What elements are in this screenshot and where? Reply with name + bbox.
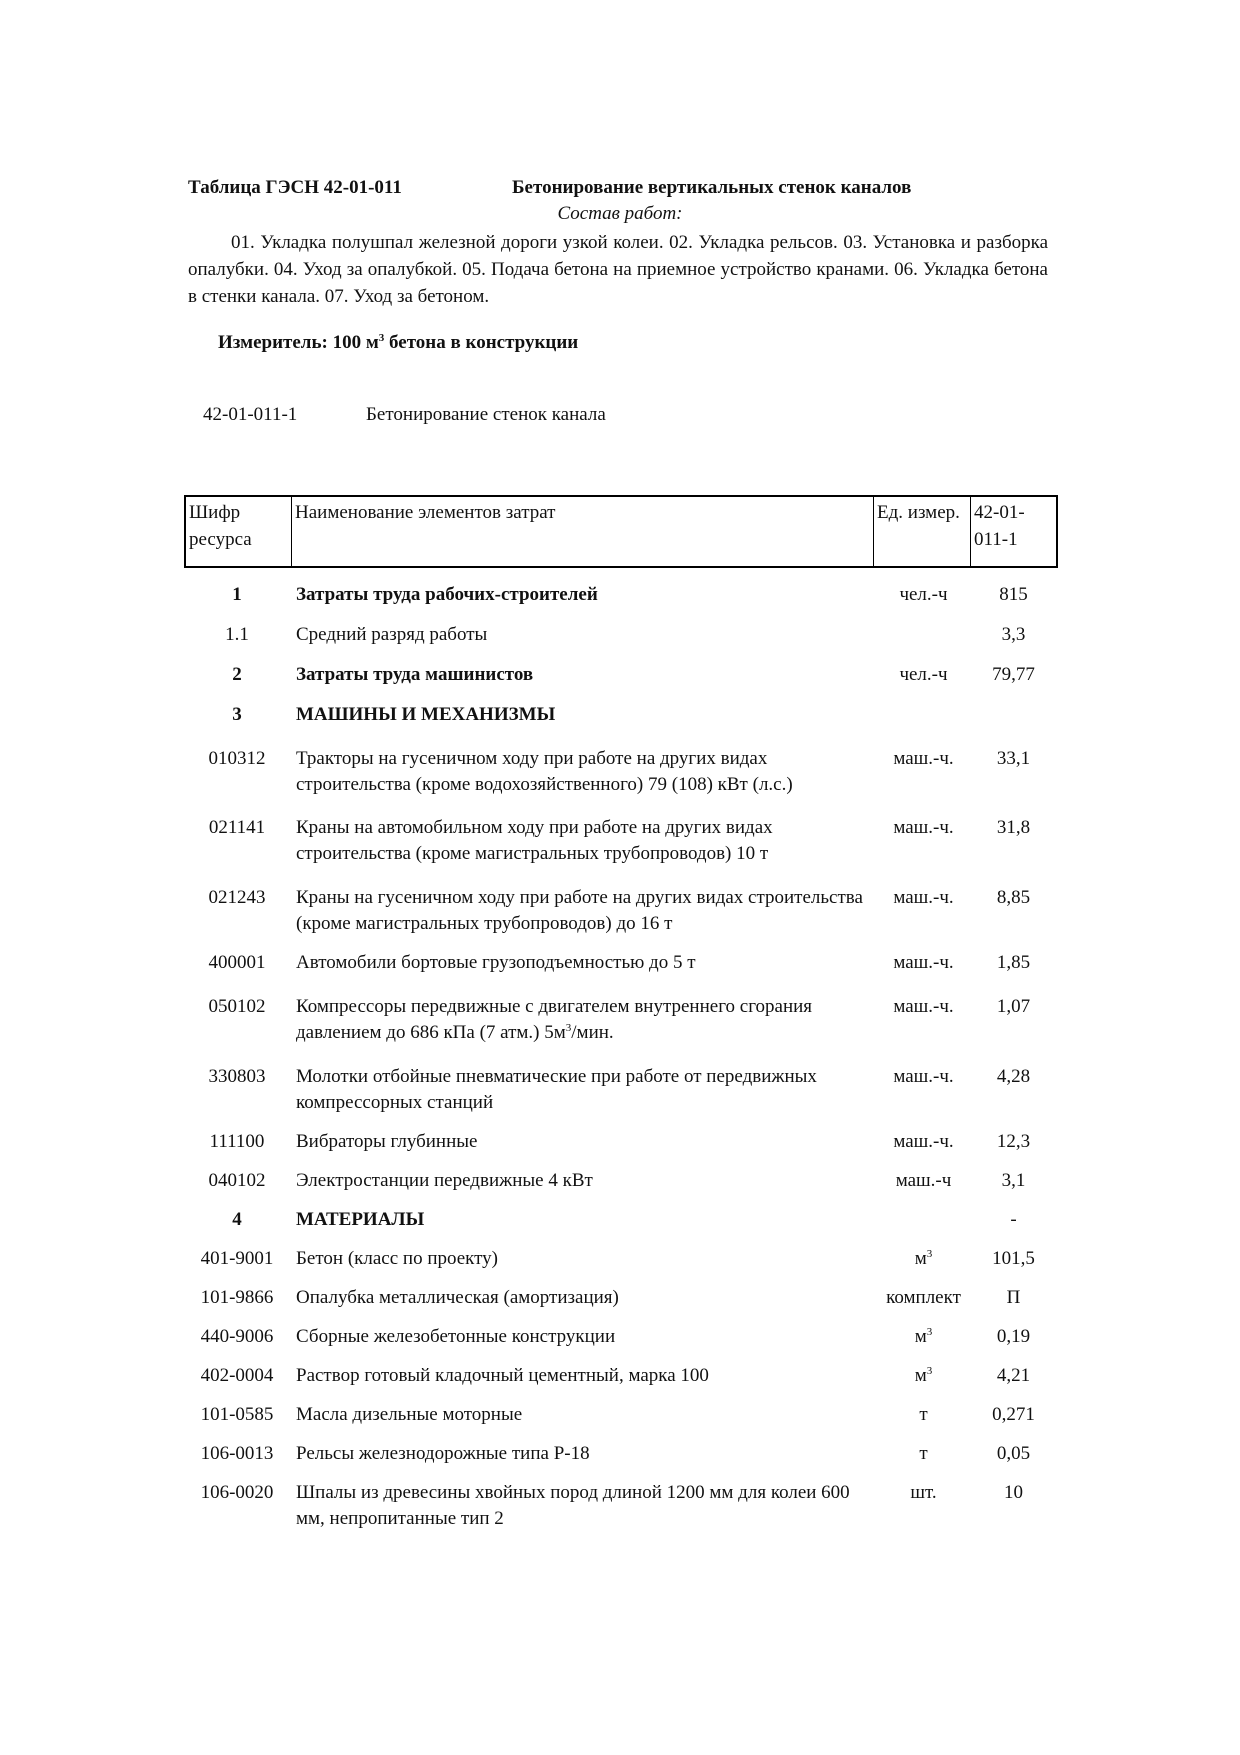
unit-cell xyxy=(878,815,969,841)
norm-value: 3,3 xyxy=(1001,624,1026,645)
resource-code: 440-9006 xyxy=(200,1326,274,1347)
table-row xyxy=(184,1467,1058,1532)
unit-superscript: 3 xyxy=(926,1248,933,1260)
table-header xyxy=(184,495,1058,568)
resource-name xyxy=(290,662,878,688)
unit-text: маш.-ч. xyxy=(893,1066,954,1087)
header-value: 42-01-011-1 xyxy=(974,502,1025,550)
norm-value: 0,05 xyxy=(996,1443,1031,1464)
unit-cell xyxy=(878,1129,969,1155)
unit-text: маш.-ч. xyxy=(893,996,954,1017)
unit-text: т xyxy=(919,1404,928,1425)
resource-name-suffix: /мин. xyxy=(571,1022,614,1043)
norm-value: 10 xyxy=(1004,1482,1023,1503)
unit-cell xyxy=(878,1441,969,1467)
resource-table-body xyxy=(184,568,1058,1532)
resource-code: 4 xyxy=(232,1209,242,1230)
resource-name xyxy=(290,1480,878,1532)
norm-value: - xyxy=(1010,1209,1017,1230)
table-row xyxy=(184,798,1058,867)
resource-name-text: Тракторы на гусеничном ходу при работе на других видах строительства (кроме водохозяйственного) 79 (108) кВт (л.с.) xyxy=(296,748,793,795)
norm-value: 4,21 xyxy=(996,1365,1031,1386)
unit-text: маш.-ч. xyxy=(893,887,954,908)
table-row xyxy=(184,1272,1058,1311)
resource-name-text: Шпалы из древесины хвойных пород длиной 1200 мм для колеи 600 мм, непропитанные тип 2 xyxy=(296,1482,850,1529)
norm-code: 42-01-011-1 xyxy=(203,404,298,425)
work-composition-title: Состав работ: xyxy=(557,203,683,224)
resource-name xyxy=(290,815,878,867)
norm-value: 0,19 xyxy=(996,1326,1031,1347)
resource-name-text: Средний разряд работы xyxy=(296,624,488,645)
table-row xyxy=(184,608,1058,648)
resource-name xyxy=(290,994,878,1046)
resource-code: 021141 xyxy=(208,817,266,838)
resource-name-text: Краны на гусеничном ходу при работе на других видах строительства (кроме магистральных трубопроводов) до 16 т xyxy=(296,887,863,934)
table-row xyxy=(184,568,1058,608)
resource-code: 111100 xyxy=(209,1131,265,1152)
unit-text: маш.-ч. xyxy=(893,817,954,838)
table-row xyxy=(184,867,1058,937)
resource-code: 3 xyxy=(232,704,242,725)
resource-name-text: Рельсы железнодорожные типа Р-18 xyxy=(296,1443,590,1464)
table-row xyxy=(184,728,1058,798)
unit-cell xyxy=(878,1285,969,1311)
resource-code: 1.1 xyxy=(225,624,249,645)
resource-name-text: Бетон (класс по проекту) xyxy=(296,1248,499,1269)
unit-cell xyxy=(878,994,969,1020)
resource-name-text: Электростанции передвижные 4 кВт xyxy=(296,1170,593,1191)
resource-name-text: Затраты труда рабочих-строителей xyxy=(296,584,598,605)
resource-name-text: Автомобили бортовые грузоподъемностью до 5 т xyxy=(296,952,696,973)
norm-value: 815 xyxy=(999,584,1028,605)
unit-text: маш.-ч xyxy=(895,1170,952,1191)
table-row xyxy=(184,1389,1058,1428)
header-name: Наименование элементов затрат xyxy=(292,497,874,566)
unit-cell xyxy=(878,1246,969,1272)
header-code: Шифр ресурса xyxy=(186,497,292,566)
resource-code: 040102 xyxy=(208,1170,266,1191)
unit-cell xyxy=(878,1324,969,1350)
unit-text: шт. xyxy=(910,1482,937,1503)
resource-name-text: МАТЕРИАЛЫ xyxy=(296,1209,425,1230)
unit-cell xyxy=(878,1064,969,1090)
unit-cell xyxy=(878,885,969,911)
resource-code: 1 xyxy=(232,584,242,605)
resource-name xyxy=(290,1324,878,1350)
resource-name xyxy=(290,950,878,976)
unit-cell xyxy=(878,1168,969,1194)
norm-value: 8,85 xyxy=(996,887,1031,908)
unit-text: м xyxy=(914,1326,927,1347)
resource-name-text: Сборные железобетонные конструкции xyxy=(296,1326,616,1347)
resource-name xyxy=(290,746,878,798)
unit-cell xyxy=(878,746,969,772)
resource-name xyxy=(290,622,878,648)
resource-name-text: Молотки отбойные пневматические при работе от передвижных компрессорных станций xyxy=(296,1066,817,1113)
resource-name xyxy=(290,1402,878,1428)
table-row xyxy=(184,1311,1058,1350)
resource-name xyxy=(290,1129,878,1155)
norm-value: 3,1 xyxy=(1001,1170,1026,1191)
resource-code: 2 xyxy=(232,664,242,685)
resource-code: 010312 xyxy=(208,748,266,769)
unit-superscript: 3 xyxy=(926,1326,933,1338)
table-row xyxy=(184,1233,1058,1272)
resource-code: 050102 xyxy=(208,996,266,1017)
resource-name xyxy=(290,1168,878,1194)
unit-text: маш.-ч. xyxy=(893,748,954,769)
norm-value: 12,3 xyxy=(996,1131,1031,1152)
resource-name-text: Вибраторы глубинные xyxy=(296,1131,478,1152)
work-composition-text: 01. Укладка полушпал железной дороги узкой колеи. 02. Укладка рельсов. 03. Установка и разборка опалубки. 04. Уход за опалубкой. 05. Подача бетона на приемное устройство кранами. 06. Укладка бетона в стенки канала. 07. Уход за бетоном. xyxy=(188,232,1048,307)
meter-line xyxy=(218,332,578,354)
unit-text: м xyxy=(914,1365,927,1386)
resource-code: 330803 xyxy=(208,1066,266,1087)
resource-name xyxy=(290,582,878,608)
norm-value: 79,77 xyxy=(992,664,1035,685)
resource-code: 402-0004 xyxy=(200,1365,274,1386)
unit-text: чел.-ч xyxy=(899,664,948,685)
table-row xyxy=(184,1116,1058,1155)
resource-code: 106-0013 xyxy=(200,1443,274,1464)
norm-value: 4,28 xyxy=(996,1066,1031,1087)
table-row xyxy=(184,976,1058,1046)
table-row xyxy=(184,1428,1058,1467)
unit-text: чел.-ч xyxy=(899,584,948,605)
resource-code: 401-9001 xyxy=(200,1248,274,1269)
table-name: Бетонирование вертикальных стенок каналов xyxy=(512,177,912,198)
meter-superscript: 3 xyxy=(378,332,385,344)
resource-name-text: МАШИНЫ И МЕХАНИЗМЫ xyxy=(296,704,556,725)
unit-superscript: 3 xyxy=(926,1365,933,1377)
norm-value: 1,07 xyxy=(996,996,1031,1017)
table-label: Таблица ГЭСН 42-01-011 xyxy=(188,177,402,198)
resource-name xyxy=(290,1441,878,1467)
resource-name xyxy=(290,1363,878,1389)
unit-cell xyxy=(878,1363,969,1389)
resource-name-text: Раствор готовый кладочный цементный, марка 100 xyxy=(296,1365,709,1386)
unit-cell xyxy=(878,662,969,688)
resource-name-text: Опалубка металлическая (амортизация) xyxy=(296,1287,619,1308)
resource-code: 400001 xyxy=(208,952,266,973)
resource-name-text: Компрессоры передвижные с двигателем внутреннего сгорания давлением до 686 кПа (7 атм.) 5м xyxy=(296,996,813,1043)
resource-code: 021243 xyxy=(208,887,266,908)
resource-name xyxy=(290,1064,878,1116)
resource-name xyxy=(290,1207,878,1233)
unit-text: комплект xyxy=(886,1287,961,1308)
norm-value: 31,8 xyxy=(996,817,1031,838)
resource-name-text: Затраты труда машинистов xyxy=(296,664,534,685)
norm-value: 0,271 xyxy=(992,1404,1035,1425)
resource-name-superscript: 3 xyxy=(565,1022,572,1034)
resource-name-text: Краны на автомобильном ходу при работе на других видах строительства (кроме магистральных трубопроводов) 10 т xyxy=(296,817,773,864)
meter-prefix: Измеритель: 100 м xyxy=(218,332,379,353)
norm-value: 101,5 xyxy=(992,1248,1035,1269)
unit-text: т xyxy=(919,1443,928,1464)
table-row xyxy=(184,1046,1058,1116)
header-unit: Ед. измер. xyxy=(874,497,971,566)
resource-code: 106-0020 xyxy=(200,1482,274,1503)
norm-value: 33,1 xyxy=(996,748,1031,769)
resource-name xyxy=(290,1285,878,1311)
resource-name xyxy=(290,885,878,937)
resource-code: 101-9866 xyxy=(200,1287,274,1308)
table-row xyxy=(184,937,1058,976)
table-row xyxy=(184,688,1058,728)
unit-text: маш.-ч. xyxy=(893,1131,954,1152)
resource-name xyxy=(290,1246,878,1272)
unit-cell xyxy=(878,1480,969,1506)
unit-cell xyxy=(878,1402,969,1428)
resource-code: 101-0585 xyxy=(200,1404,274,1425)
unit-cell xyxy=(878,950,969,976)
table-row xyxy=(184,1194,1058,1233)
resource-name xyxy=(290,702,878,728)
unit-cell xyxy=(878,582,969,608)
norm-value: П xyxy=(1006,1287,1021,1308)
table-row xyxy=(184,1155,1058,1194)
unit-text: м xyxy=(914,1248,927,1269)
norm-name: Бетонирование стенок канала xyxy=(366,404,606,425)
table-row xyxy=(184,1350,1058,1389)
meter-suffix: бетона в конструкции xyxy=(384,332,579,353)
table-row xyxy=(184,648,1058,688)
resource-name-text: Масла дизельные моторные xyxy=(296,1404,523,1425)
norm-value: 1,85 xyxy=(996,952,1031,973)
unit-text: маш.-ч. xyxy=(893,952,954,973)
